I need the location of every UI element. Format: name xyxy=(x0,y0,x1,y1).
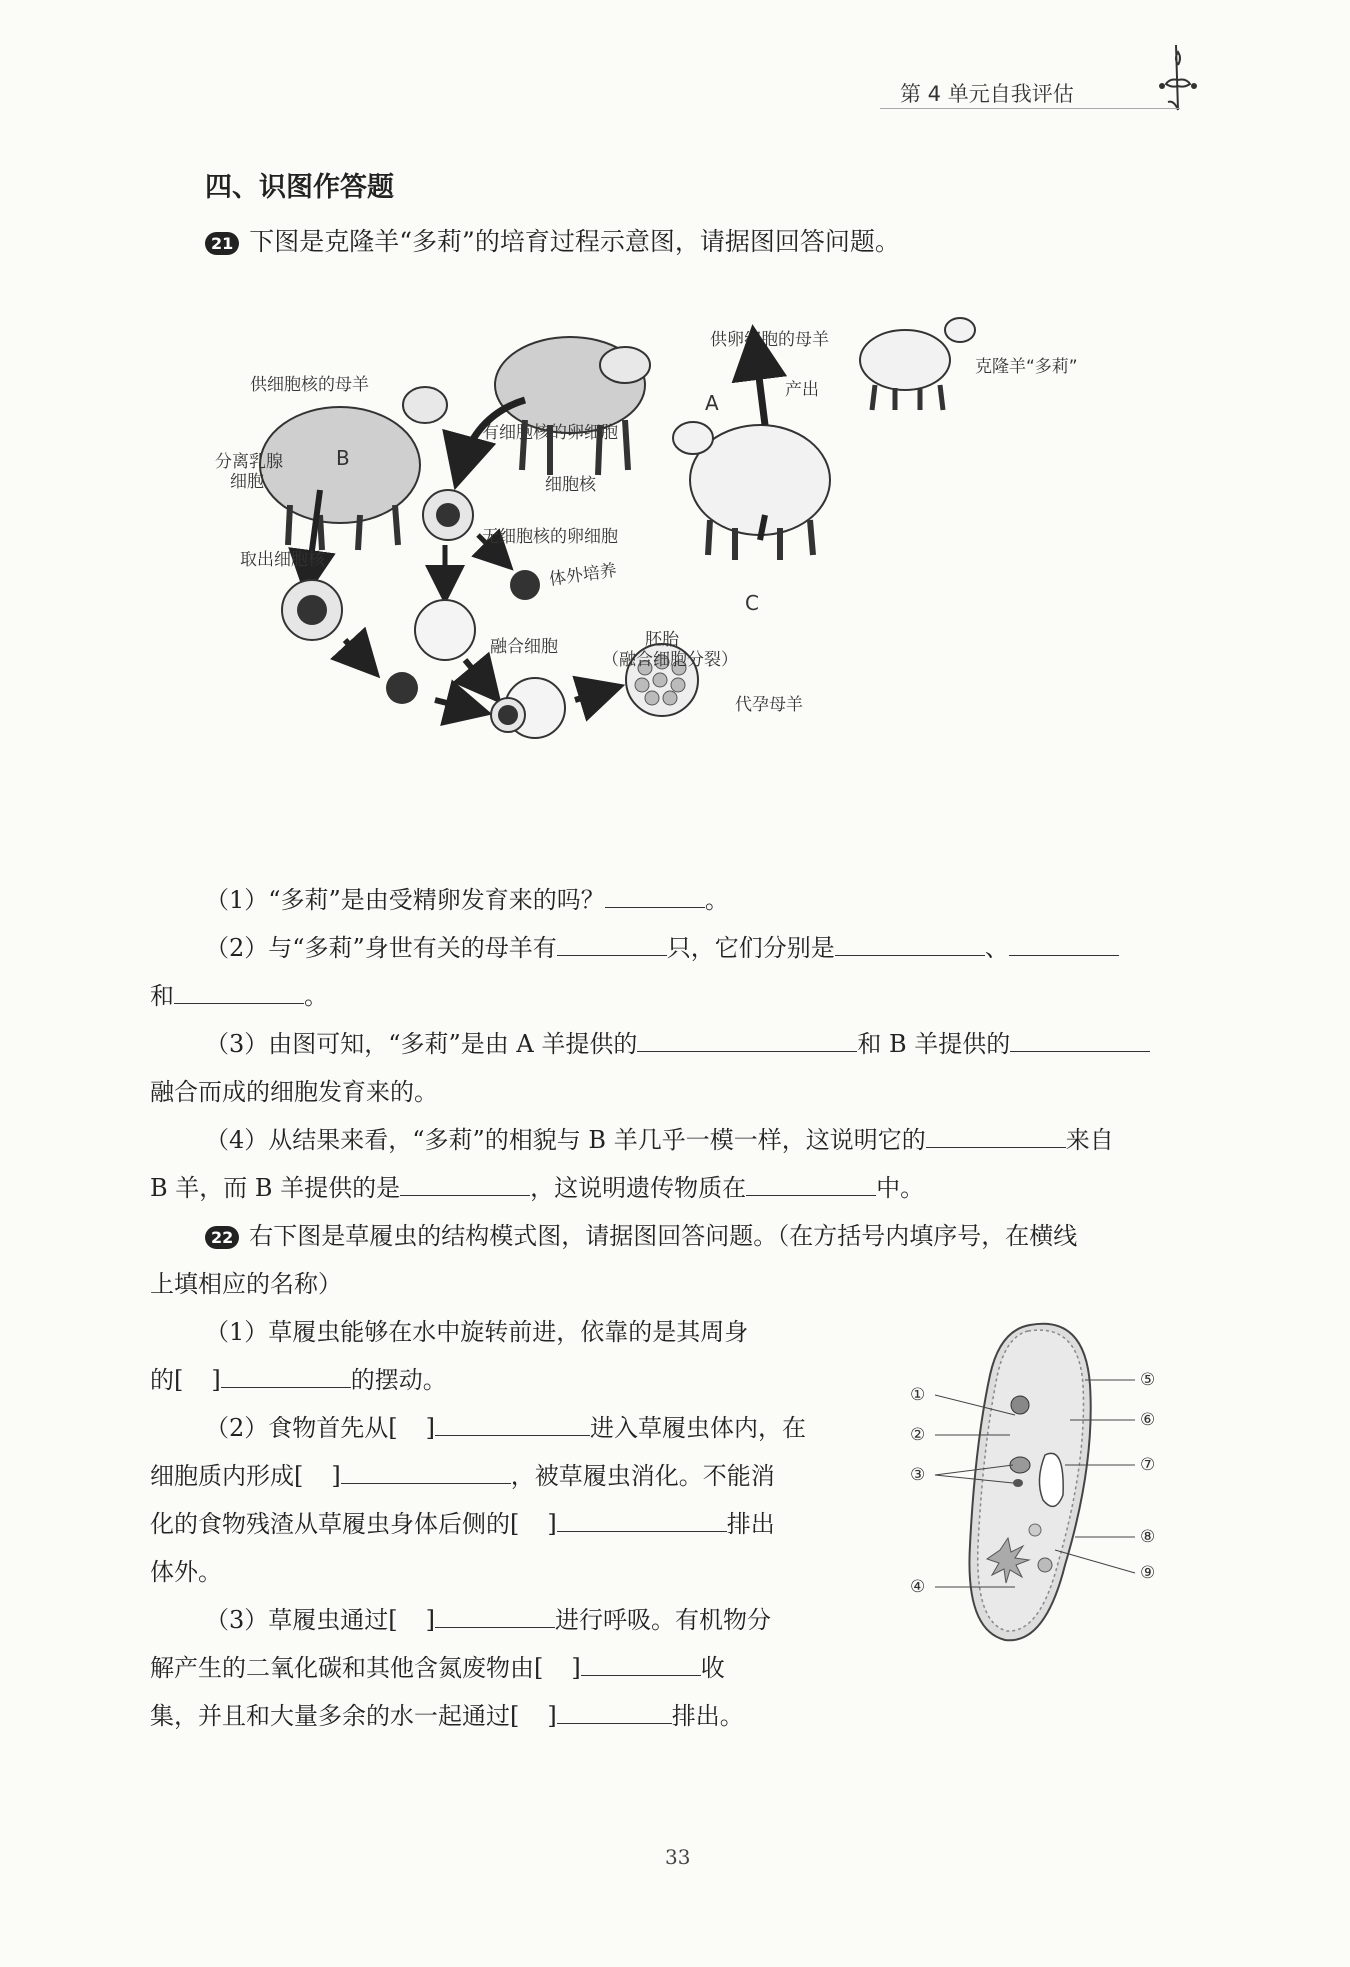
q22-p3-close-1: ] xyxy=(425,1606,436,1634)
q22-p1: （1）草履虫能够在水中旋转前进，依靠的是其周身 xyxy=(205,1318,749,1346)
label-6: ⑥ xyxy=(1140,1410,1156,1430)
q21-p4-end: 中。 xyxy=(876,1174,925,1202)
label-birth: 产出 xyxy=(785,380,819,400)
q21-p1-blank[interactable] xyxy=(605,883,705,908)
q21-number: 21 xyxy=(205,232,239,255)
oral-groove xyxy=(1039,1453,1063,1506)
q22-p2-close-3: ] xyxy=(547,1510,557,1538)
q21-p4-mid: 来自 xyxy=(1065,1126,1114,1154)
q21-p2-end: 。 xyxy=(304,982,328,1010)
label-1: ① xyxy=(910,1385,926,1405)
q21-p2-and: 和 xyxy=(150,982,174,1010)
q22-p3-line3 xyxy=(150,1696,744,1731)
label-4: ④ xyxy=(910,1577,926,1597)
q22-p3-text-3: 解产生的二氧化碳和其他含氮废物由[ xyxy=(150,1654,544,1682)
label-surrogate: 代孕母羊 xyxy=(735,695,803,715)
q22-p2-blank-3[interactable] xyxy=(557,1507,727,1532)
q22-p2-close-2: ] xyxy=(331,1462,341,1490)
label-clone: 克隆羊“多莉” xyxy=(975,357,1078,377)
section-title: 四、识图作答题 xyxy=(205,172,394,203)
q22-stem-cont: 上填相应的名称） xyxy=(150,1270,342,1298)
label-mammary-1: 分离乳腺 xyxy=(215,452,283,472)
label-5: ⑤ xyxy=(1140,1370,1156,1390)
q21-p4-blank-1[interactable] xyxy=(926,1123,1066,1148)
q22-p3-blank-3[interactable] xyxy=(557,1699,672,1724)
q21-p3-text: （3）由图可知，“多莉”是由 A 羊提供的 xyxy=(205,1030,638,1058)
q22-p2-text-5: 化的食物残渣从草履虫身体后侧的[ xyxy=(150,1510,520,1538)
q22-p2 xyxy=(205,1408,806,1443)
page-header: 第 4 单元自我评估 xyxy=(900,82,1074,106)
b-nucleus xyxy=(386,672,418,704)
q22-p1-cont xyxy=(150,1360,447,1395)
label-embryo: 胚胎 xyxy=(645,630,679,650)
label-nucleus: 细胞核 xyxy=(545,475,596,495)
q22-p3-text-6: 排出。 xyxy=(671,1702,744,1730)
q22-p3-text-2: 进行呼吸。有机物分 xyxy=(555,1606,772,1634)
q22-p2-blank-1[interactable] xyxy=(435,1411,590,1436)
q22-p3-blank-2[interactable] xyxy=(581,1651,701,1676)
label-2: ② xyxy=(910,1425,926,1445)
label-fused-cell: 融合细胞 xyxy=(490,637,558,657)
sheep-dolly xyxy=(860,318,1078,410)
label-9: ⑨ xyxy=(1140,1563,1156,1583)
q22-p2-text-4: ，被草履虫消化。不能消 xyxy=(510,1462,775,1490)
q21-p4 xyxy=(205,1120,1114,1155)
label-8: ⑧ xyxy=(1140,1527,1156,1547)
q21-p4-text: （4）从结果来看，“多莉”的相貌与 B 羊几乎一模一样，这说明它的 xyxy=(205,1126,926,1154)
q22-p1-end: 的摆动。 xyxy=(350,1366,447,1394)
q21-p2-sep: 、 xyxy=(984,934,1009,962)
q21-p2-blank-3[interactable] xyxy=(1009,931,1119,956)
q22-p2-text-2: 进入草履虫体内，在 xyxy=(590,1414,807,1442)
q21-p3 xyxy=(205,1024,1150,1059)
label-donor-egg: 供卵细胞的母羊 xyxy=(710,330,829,350)
q21-p2-text: （2）与“多莉”身世有关的母羊有 xyxy=(205,934,557,962)
q22-p2-close-1: ] xyxy=(425,1414,436,1442)
page-number: 33 xyxy=(665,1845,691,1869)
q22-p3-line2 xyxy=(150,1648,725,1683)
egg-without-nucleus xyxy=(415,600,475,660)
arrow-birth xyxy=(755,345,765,425)
removed-nucleus xyxy=(510,570,540,600)
q21-p1-text: （1）“多莉”是由受精卵发育来的吗？ xyxy=(205,886,605,914)
q21-p1 xyxy=(205,880,729,915)
q22-p1-bracket-close: ] xyxy=(211,1366,221,1394)
q22-p2-text-6: 排出 xyxy=(726,1510,775,1538)
label-embryo-note: （融合细胞分裂） xyxy=(602,650,738,670)
header-rule xyxy=(880,108,1180,109)
micronucleus xyxy=(1013,1479,1023,1487)
q21-p4-blank-2[interactable] xyxy=(400,1171,530,1196)
q22-p2-text-3: 细胞质内形成[ xyxy=(150,1462,304,1490)
q21-p2-blank-2[interactable] xyxy=(835,931,985,956)
q21-p3-blank-2[interactable] xyxy=(1010,1027,1150,1052)
q22-p2-blank-2[interactable] xyxy=(341,1459,511,1484)
q21-p3-cont: 融合而成的细胞发育来的。 xyxy=(150,1078,438,1106)
q22-p3-blank-1[interactable] xyxy=(435,1603,555,1628)
q21-p2-cont xyxy=(150,976,328,1011)
label-mammary-2: 细胞 xyxy=(230,472,264,492)
label-in-vitro: 体外培养 xyxy=(547,560,619,590)
label-egg-without-nucleus: 无细胞核的卵细胞 xyxy=(482,527,618,547)
label-sheep-a: A xyxy=(705,391,719,415)
label-take-nucleus: 取出细胞核 xyxy=(240,550,325,570)
q21-p4-text-2: B 羊，而 B 羊提供的是 xyxy=(150,1174,401,1202)
q21-p3-mid: 和 B 羊提供的 xyxy=(857,1030,1011,1058)
q21-p1-end: 。 xyxy=(704,886,729,914)
q22-p3-text-5: 集，并且和大量多余的水一起通过[ xyxy=(150,1702,520,1730)
label-egg-with-nucleus: 有细胞核的卵细胞 xyxy=(482,423,618,443)
q22-p1-blank[interactable] xyxy=(221,1363,351,1388)
q21-p2-blank-4[interactable] xyxy=(174,979,304,1004)
q21-p2-blank-1[interactable] xyxy=(557,931,667,956)
q22-p2-line4: 体外。 xyxy=(150,1558,222,1586)
q22-p3-text: （3）草履虫通过[ xyxy=(205,1606,398,1634)
q21-p4-cont xyxy=(150,1168,924,1203)
q21-p4-text-3: ，这说明遗传物质在 xyxy=(530,1174,747,1202)
label-sheep-b: B xyxy=(336,446,350,470)
dolly-cloning-diagram xyxy=(215,290,1100,850)
label-sheep-c: C xyxy=(745,591,759,615)
q22-p2-line3 xyxy=(150,1504,775,1539)
q21-p2-mid: 只，它们分别是 xyxy=(666,934,835,962)
q22-p3 xyxy=(205,1600,771,1635)
q21-stem xyxy=(205,222,900,258)
q22-number: 22 xyxy=(205,1226,239,1249)
q21-stem-text: 下图是克隆羊“多莉”的培育过程示意图，请据图回答问题。 xyxy=(249,227,900,256)
q22-p3-text-4: 收 xyxy=(700,1654,725,1682)
q22-p3-close-2: ] xyxy=(571,1654,581,1682)
anal-pore xyxy=(1038,1558,1052,1572)
q21-p2 xyxy=(205,928,1119,963)
label-7: ⑦ xyxy=(1140,1455,1156,1475)
paramecium-diagram xyxy=(895,1305,1185,1665)
label-donor-nucleus: 供细胞核的母羊 xyxy=(250,375,369,395)
q22-p3-close-3: ] xyxy=(547,1702,557,1730)
q22-stem-text: 右下图是草履虫的结构模式图，请据图回答问题。（在方括号内填序号，在横线 xyxy=(249,1222,1078,1250)
q22-stem xyxy=(205,1216,1077,1251)
q21-p4-blank-3[interactable] xyxy=(746,1171,876,1196)
q22-p2-text: （2）食物首先从[ xyxy=(205,1414,398,1442)
label-3: ③ xyxy=(910,1465,926,1485)
q22-p2-line2 xyxy=(150,1456,775,1491)
q22-p1-bracket-open: 的[ xyxy=(150,1366,184,1394)
contractile-vacuole-top xyxy=(1011,1396,1029,1414)
egg-nucleus xyxy=(436,503,460,527)
q21-p3-blank-1[interactable] xyxy=(637,1027,857,1052)
